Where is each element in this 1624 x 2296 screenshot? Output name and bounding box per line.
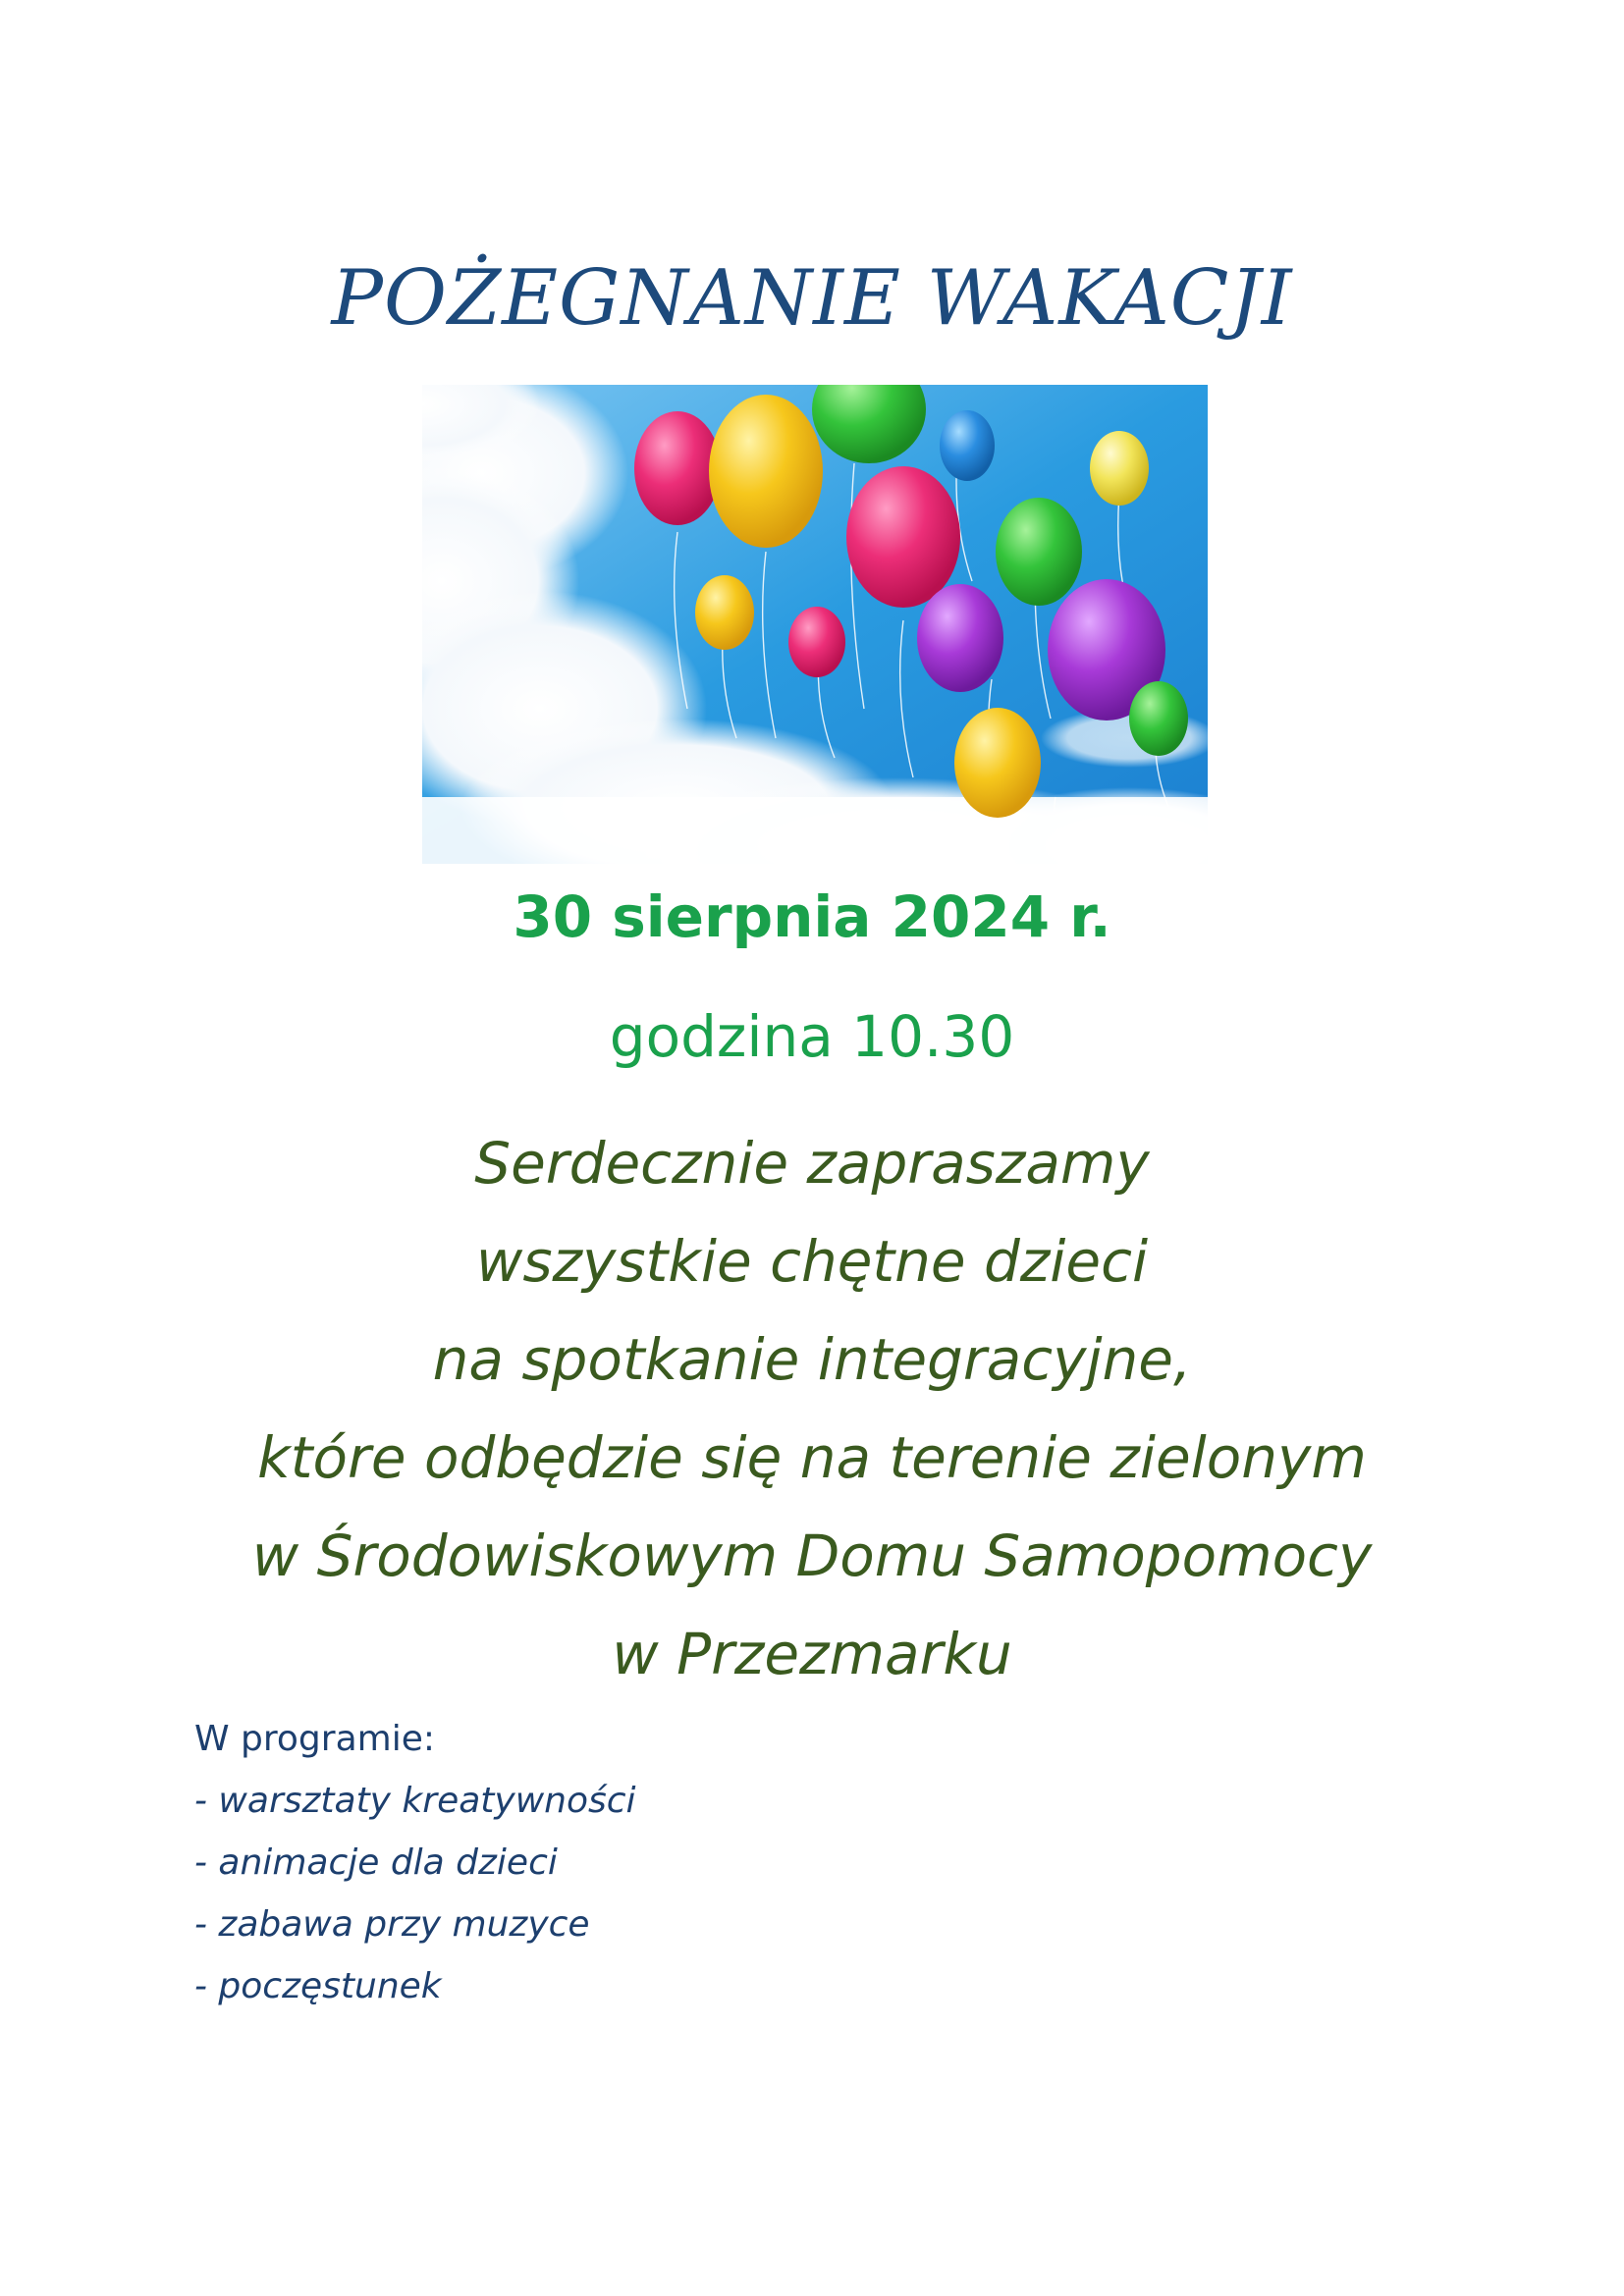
- program-item: - zabawa przy muzyce: [194, 1904, 590, 1945]
- invitation-text: [0, 1114, 1624, 1703]
- program-item: - warsztaty kreatywności: [194, 1781, 636, 1821]
- event-date: 30 sierpnia 2024 r.: [513, 883, 1111, 950]
- invitation-line: w Przezmarku: [612, 1621, 1012, 1687]
- invitation-line: w Środowiskowym Domu Samopomocy: [251, 1522, 1373, 1589]
- balloons-image: [422, 385, 1208, 864]
- invitation-line: Serdecznie zapraszamy: [474, 1130, 1150, 1197]
- invitation-line: na spotkanie integracyjne,: [432, 1326, 1192, 1393]
- invitation-line: które odbędzie się na terenie zielonym: [257, 1424, 1367, 1491]
- balloons-sky-illustration: [422, 385, 1208, 864]
- program-section: [194, 1708, 1078, 2017]
- program-item: - animacje dla dzieci: [194, 1842, 558, 1883]
- poster-title: POŻEGNANIE WAKACJI: [331, 254, 1293, 343]
- event-time: godzina 10.30: [609, 1003, 1015, 1070]
- program-item: - poczęstunek: [194, 1966, 442, 2006]
- program-heading: W programie:: [194, 1719, 435, 1759]
- invitation-line: wszystkie chętne dzieci: [475, 1228, 1149, 1295]
